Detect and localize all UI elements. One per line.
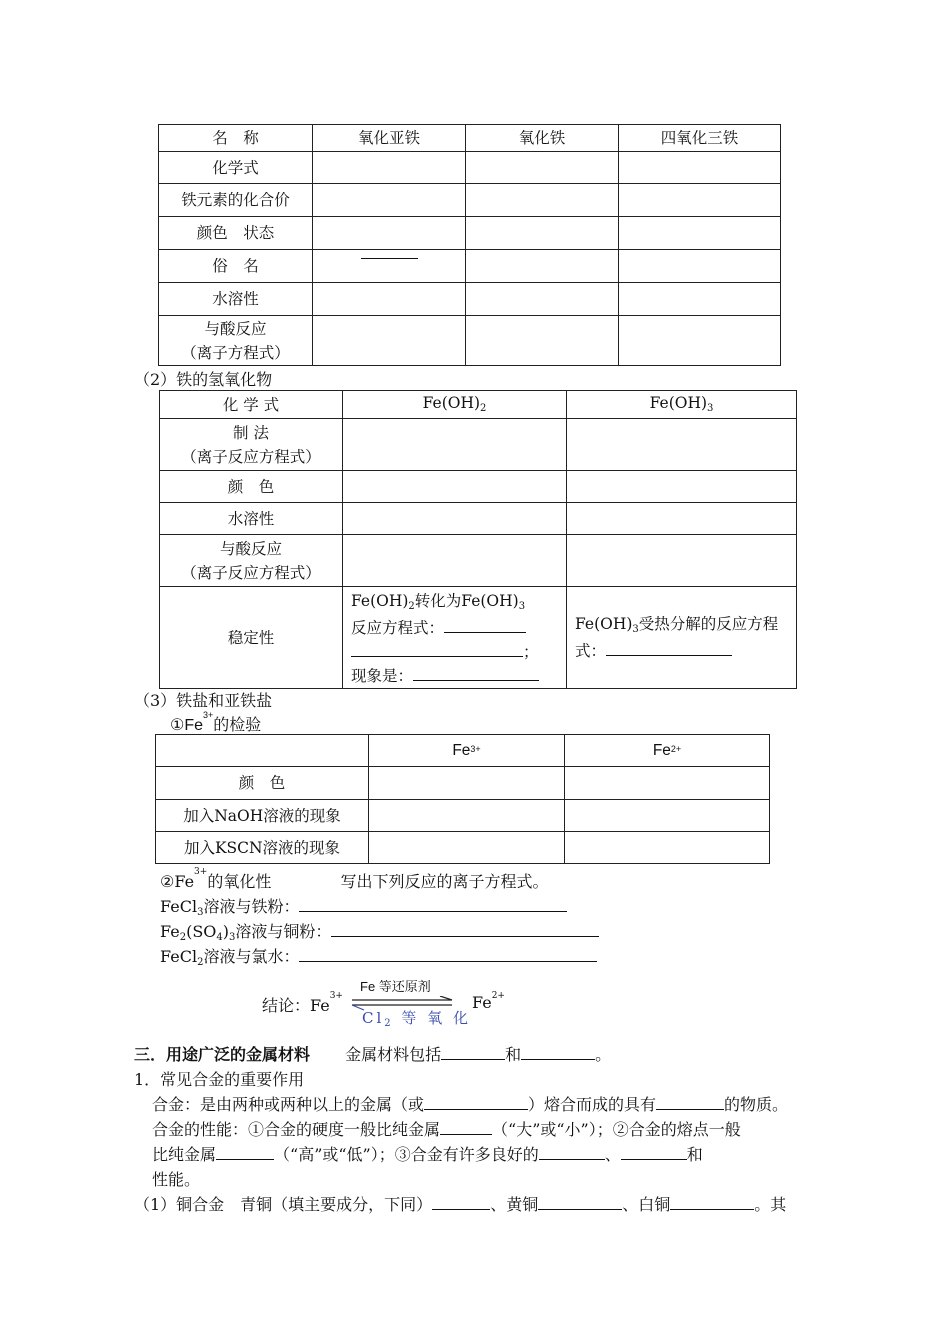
blank[interactable] [538, 1193, 622, 1210]
answer-cell[interactable] [466, 152, 619, 184]
answer-cell[interactable] [369, 767, 565, 800]
iron-salt-test-table [155, 734, 770, 864]
answer-cell[interactable] [466, 283, 619, 316]
answer-cell[interactable] [619, 283, 781, 316]
answer-cell[interactable] [565, 767, 770, 800]
blank[interactable] [299, 945, 597, 962]
answer-cell[interactable] [466, 250, 619, 283]
row-label: 与酸反应 （离子方程式） [159, 316, 313, 366]
dash-line [361, 258, 418, 259]
blank[interactable] [521, 1043, 595, 1060]
header-feoh3: $Fe(OH)_3$ [567, 391, 797, 419]
stability-feoh2-cell: $Fe(OH)_2$转化为$Fe(OH)_3$ 反应方程式： ； 现象是： [343, 587, 567, 689]
equation-line: FeCl$_3$溶液与铁粉： [160, 894, 567, 917]
answer-cell[interactable] [567, 471, 797, 503]
answer-cell[interactable] [466, 184, 619, 217]
row-label: 铁元素的化合价 [159, 184, 313, 217]
answer-cell[interactable] [619, 217, 781, 250]
equation-line: $Fe_2(SO_4)_3$溶液与铜粉： [160, 919, 599, 942]
row-label: 颜 色 [156, 767, 369, 800]
paragraph: 性能。 [152, 1170, 201, 1189]
paragraph: 合金的性能：①合金的硬度一般比纯金属 （“大”或“小”）；②合金的熔点一般 [152, 1120, 741, 1139]
row-label: 制 法 （离子反应方程式） [160, 419, 343, 471]
row-label: 加入KSCN溶液的现象 [156, 832, 369, 864]
answer-cell[interactable] [343, 419, 567, 471]
item-heading: 1．常见合金的重要作用 [134, 1070, 305, 1089]
answer-cell[interactable] [567, 535, 797, 587]
row-label: 稳定性 [160, 587, 343, 689]
answer-cell[interactable] [369, 832, 565, 864]
blank[interactable] [432, 1193, 490, 1210]
header-fe2: $Fe^{2+}$ [565, 735, 770, 767]
section-heading: （3）铁盐和亚铁盐 [134, 691, 273, 710]
blank[interactable] [444, 616, 526, 633]
row-label: 与酸反应 （离子反应方程式） [160, 535, 343, 587]
header-formula: 化 学 式 [160, 391, 343, 419]
header-feo: 氧化亚铁 [313, 125, 466, 152]
blank[interactable] [621, 1143, 687, 1160]
blank[interactable] [216, 1143, 274, 1160]
answer-cell[interactable] [567, 419, 797, 471]
answer-cell[interactable] [466, 316, 619, 366]
blank[interactable] [670, 1193, 754, 1210]
arrow-top-label: Fe 等还原剂 [360, 979, 431, 994]
row-label: 水溶性 [159, 283, 313, 316]
answer-cell[interactable] [343, 503, 567, 535]
paragraph: （1）铜合金 青铜（填主要成分，下同） 、黄铜 、白铜 。其 [134, 1195, 787, 1214]
blank[interactable] [539, 1143, 605, 1160]
blank[interactable] [413, 664, 539, 681]
paragraph: 合金：是由两种或两种以上的金属（或 ）熔合而成的具有 的物质。 [152, 1095, 789, 1114]
answer-cell[interactable] [313, 217, 466, 250]
answer-cell[interactable] [619, 152, 781, 184]
blank[interactable] [299, 895, 567, 912]
answer-cell[interactable] [567, 503, 797, 535]
answer-cell[interactable] [565, 800, 770, 832]
header-name: 名 称 [159, 125, 313, 152]
iron-oxide-table [158, 124, 781, 366]
iron-hydroxide-table [159, 390, 797, 689]
row-label: 颜色 状态 [159, 217, 313, 250]
blank[interactable] [656, 1093, 724, 1110]
answer-cell[interactable] [313, 152, 466, 184]
subsection-heading: $①Fe^{3+}$的检验 [170, 710, 262, 734]
blank[interactable] [424, 1093, 528, 1110]
blank[interactable] [606, 639, 732, 656]
answer-cell[interactable] [565, 832, 770, 864]
answer-cell[interactable] [619, 184, 781, 217]
answer-cell[interactable] [343, 535, 567, 587]
header-fe3: $Fe^{3+}$ [369, 735, 565, 767]
conclusion-label: 结论：$Fe^{3+}$ [262, 991, 343, 1015]
row-label: 加入NaOH溶液的现象 [156, 800, 369, 832]
equation-line: FeCl$_2$溶液与氯水： [160, 944, 597, 967]
header-fe3o4: 四氧化三铁 [619, 125, 781, 152]
row-label: 水溶性 [160, 503, 343, 535]
row-label: 俗 名 [159, 250, 313, 283]
answer-cell[interactable] [619, 316, 781, 366]
blank[interactable] [441, 1043, 505, 1060]
row-label: 化学式 [159, 152, 313, 184]
stability-feoh3-cell: $Fe(OH)_3$受热分解的反应方程 式： [567, 587, 797, 689]
not-applicable-cell [313, 250, 466, 283]
blank[interactable] [440, 1118, 492, 1135]
conclusion-right: $Fe^{2+}$ [472, 991, 505, 1012]
answer-cell[interactable] [369, 800, 565, 832]
answer-cell[interactable] [313, 283, 466, 316]
answer-cell[interactable] [619, 250, 781, 283]
answer-cell[interactable] [313, 184, 466, 217]
section-heading: （2）铁的氢氧化物 [134, 370, 273, 389]
header-fe2o3: 氧化铁 [466, 125, 619, 152]
blank[interactable] [331, 920, 599, 937]
header-feoh2: $Fe(OH)_2$ [343, 391, 567, 419]
answer-cell[interactable] [343, 471, 567, 503]
answer-cell[interactable] [313, 316, 466, 366]
blank[interactable] [351, 640, 523, 657]
subsection-heading: $②Fe^{3+}$的氧化性 写出下列反应的离子方程式。 [160, 867, 549, 891]
row-label: 颜 色 [160, 471, 343, 503]
part-heading: 三．用途广泛的金属材料 金属材料包括 和 。 [134, 1045, 612, 1064]
arrow-bottom-label: $Cl_2$ 等 氧 化 [362, 1009, 471, 1029]
header-empty [156, 735, 369, 767]
paragraph: 比纯金属 （“高”或“低”）；③合金有许多良好的 、 和 [152, 1145, 703, 1164]
answer-cell[interactable] [466, 217, 619, 250]
